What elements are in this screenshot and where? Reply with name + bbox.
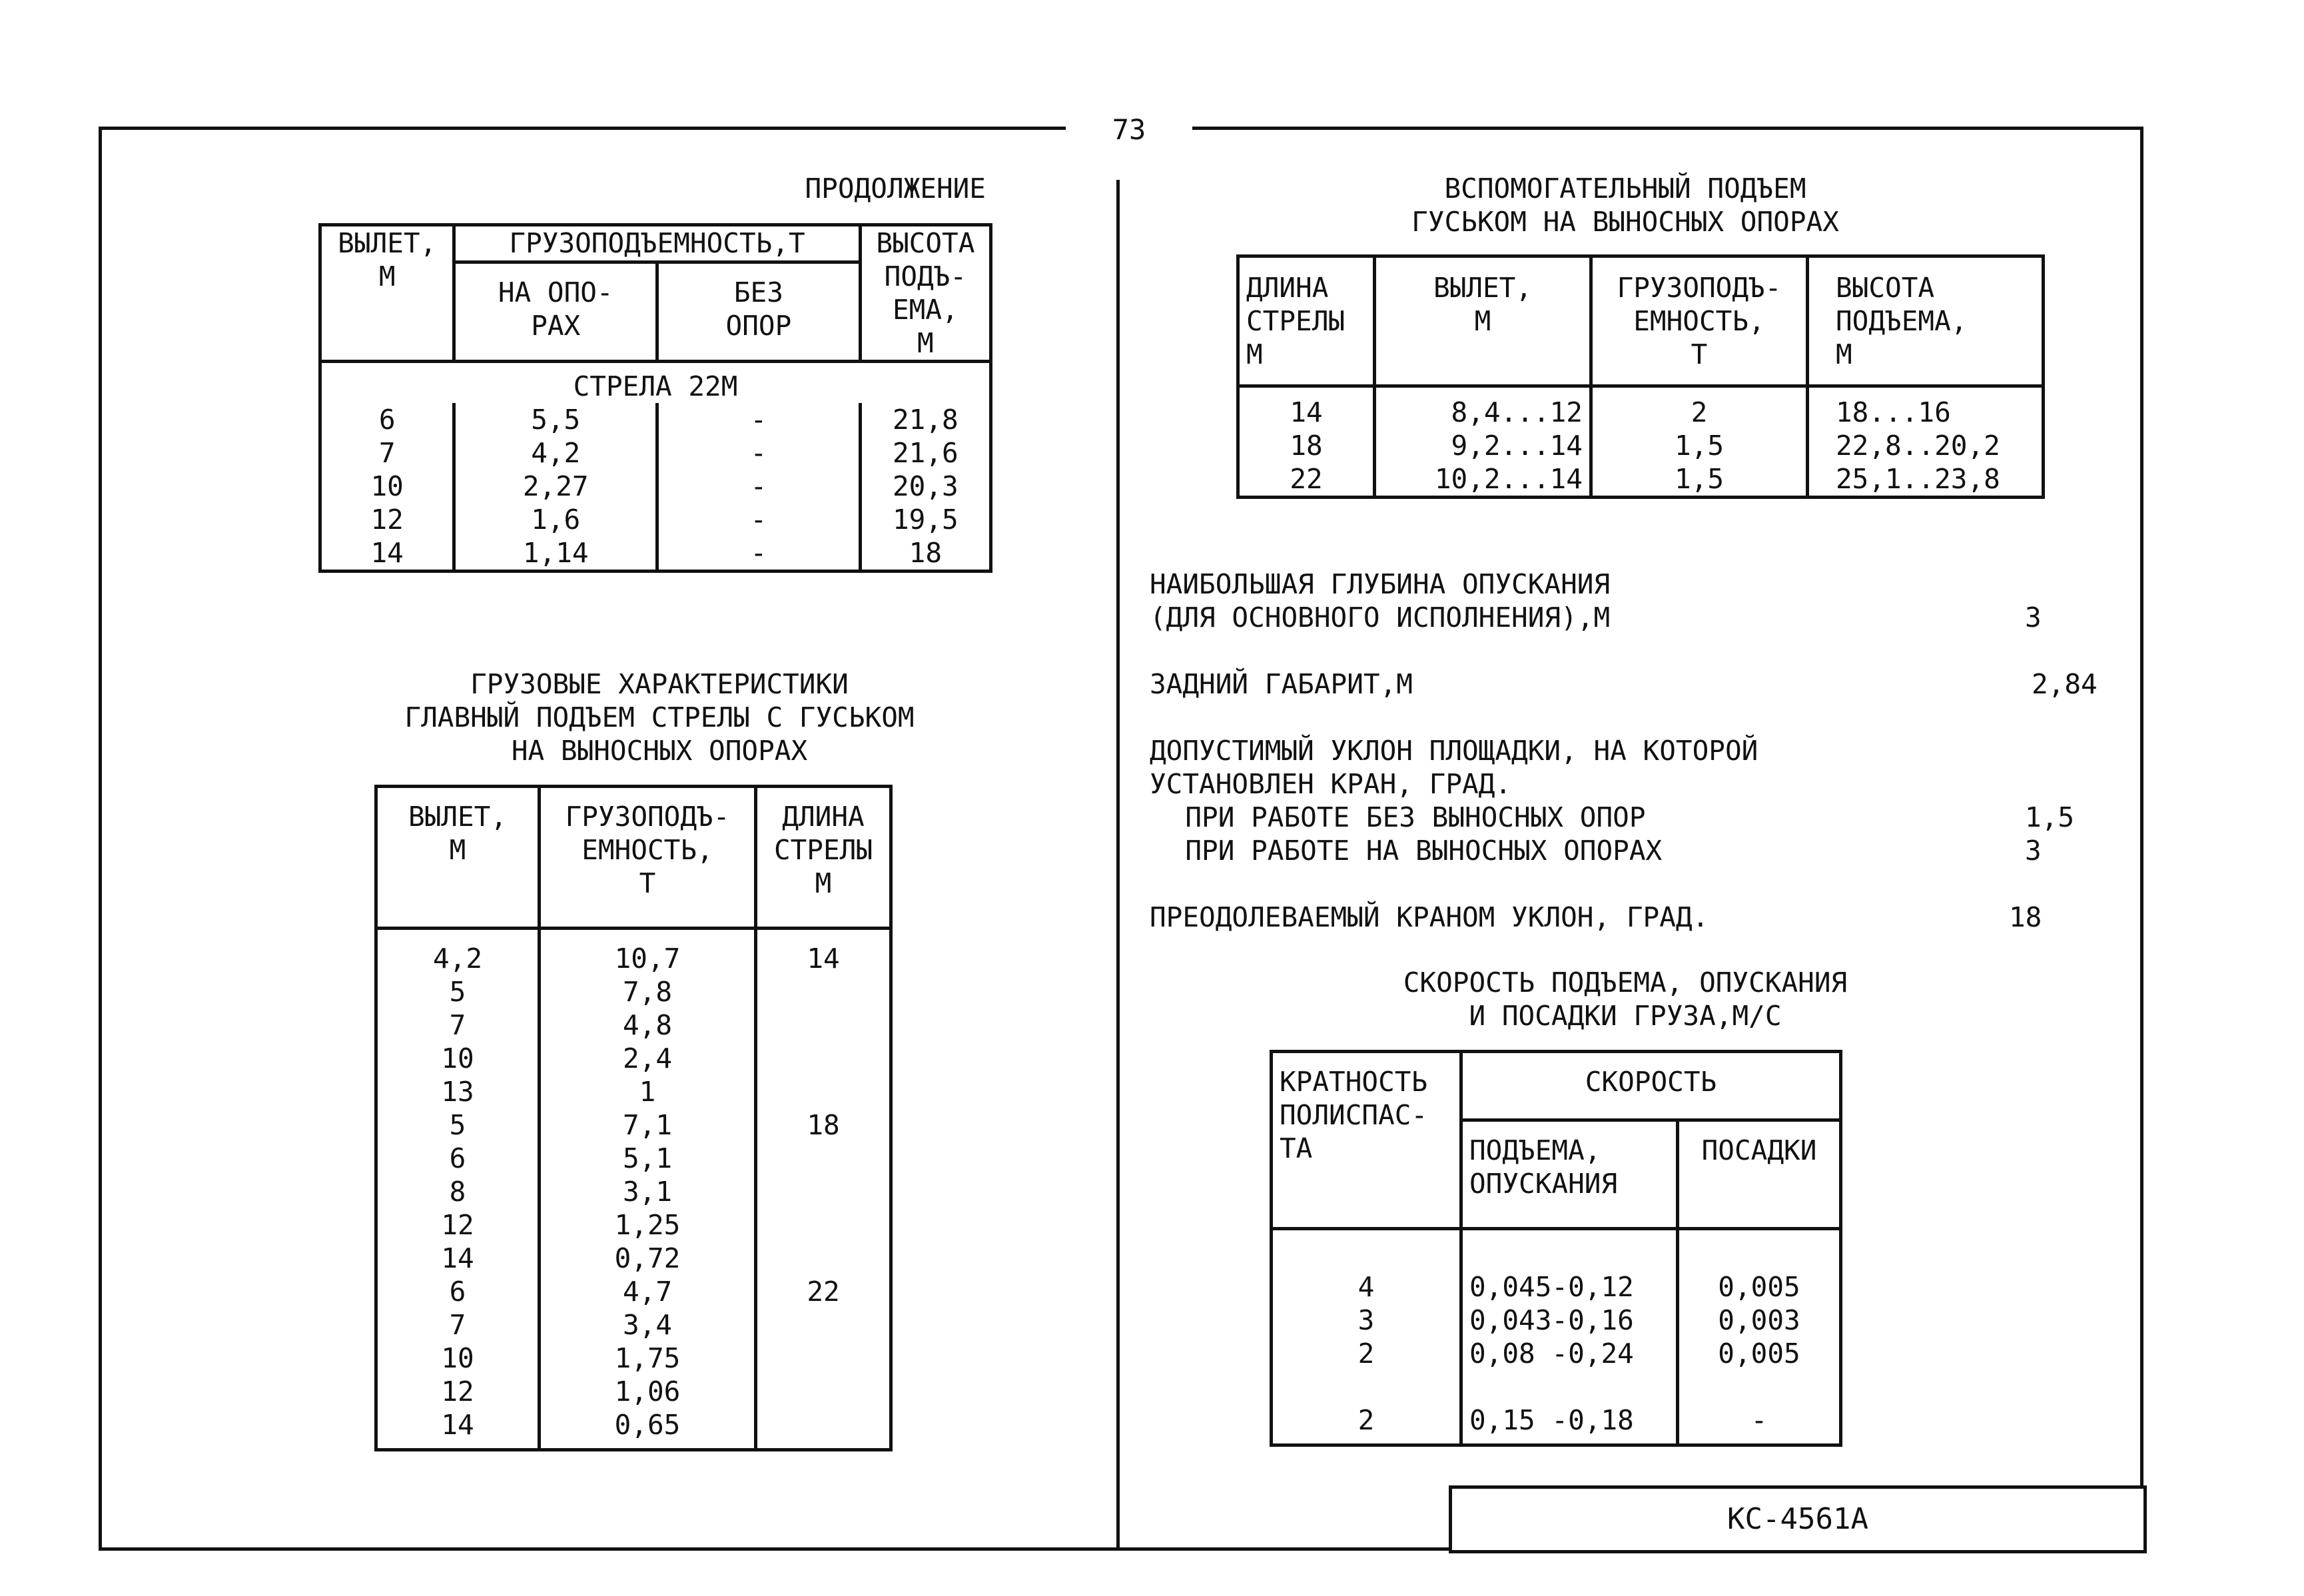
spec-slope-without-outriggers: ПРИ РАБОТЕ БЕЗ ВЫНОСНЫХ ОПОР	[1152, 801, 1646, 833]
center-divider	[1116, 180, 1120, 1551]
column-capacity: 2 1,5 1,5	[1591, 386, 1808, 498]
header-lift-lowering: ПОДЪЕМА, ОПУСКАНИЯ	[1461, 1120, 1678, 1229]
spec-lowering-depth-value: 3	[2025, 601, 2042, 633]
column-reach: 4,2 5 7 10 13 5 6 8 12 14 6 7 10 12 14	[376, 929, 540, 1450]
column-on-outriggers: 5,5 4,2 2,27 1,6 1,14	[454, 403, 657, 572]
continuation-label: ПРОДОЛЖЕНИЕ	[805, 173, 986, 204]
page-number: 73	[1112, 113, 1146, 146]
header-capacity: ГРУЗОПОДЪ- ЕМНОСТЬ, Т	[540, 787, 756, 929]
header-reach: ВЫЛЕТ, М	[376, 787, 540, 929]
speed-heading: СКОРОСТЬ ПОДЪЕМА, ОПУСКАНИЯ И ПОСАДКИ ГРУЗА,М/С	[1403, 967, 1848, 1032]
spec-rear-clearance: ЗАДНИЙ ГАБАРИТ,М	[1150, 668, 1413, 700]
column-capacity: 10,7 7,8 4,8 2,4 1 7,1 5,1 3,1 1,25 0,72 4,7 3,4 1,75 1,06 0,65	[540, 929, 756, 1450]
header-reach: ВЫЛЕТ, М	[1375, 256, 1591, 386]
column-landing-speed: 0,005 0,003 0,005 -	[1678, 1229, 1841, 1445]
column-boom-length: 14 18 22	[756, 929, 891, 1450]
header-reeving: КРАТНОСТЬ ПОЛИСПАС- ТА	[1272, 1052, 1461, 1229]
spec-allowed-slope: ДОПУСТИМЫЙ УКЛОН ПЛОЩАДКИ, НА КОТОРОЙ УСТАНОВЛЕН КРАН, ГРАД.	[1150, 735, 1758, 800]
auxiliary-hoist-heading: ВСПОМОГАТЕЛЬНЫЙ ПОДЪЕМ ГУСЬКОМ НА ВЫНОСНЫХ ОПОРАХ	[1411, 173, 1839, 238]
column-lift-lowering-speed: 0,045-0,12 0,043-0,16 0,08 -0,24 0,15 -0,18	[1461, 1229, 1678, 1445]
header-capacity: ГРУЗОПОДЪ- ЕМНОСТЬ, Т	[1591, 256, 1808, 386]
column-reach: 8,4...12 9,2...14 10,2...14	[1375, 386, 1591, 498]
spec-slope-with-outriggers-value: 3	[2025, 835, 2042, 867]
header-lift-height: ВЫСОТА ПОДЪЕМА, М	[1808, 256, 2044, 386]
header-capacity: ГРУЗОПОДЪЕМНОСТЬ,Т	[454, 225, 860, 262]
column-boom-length: 14 18 22	[1238, 386, 1375, 498]
spec-gradeability: ПРЕОДОЛЕВАЕМЫЙ КРАНОМ УКЛОН, ГРАД.	[1150, 901, 1709, 933]
spec-gradeability-value: 18	[2009, 901, 2042, 933]
column-lift-height: 18...16 22,8..20,2 25,1..23,8	[1808, 386, 2044, 498]
hoist-speed-table	[1270, 1050, 1842, 1447]
header-boom-length: ДЛИНА СТРЕЛЫ М	[756, 787, 891, 929]
header-lift-height: ВЫСОТА ПОДЪ- ЕМА, М	[860, 225, 990, 362]
header-reach: ВЫЛЕТ, М	[320, 225, 454, 362]
spec-slope-with-outriggers: ПРИ РАБОТЕ НА ВЫНОСНЫХ ОПОРАХ	[1152, 835, 1663, 867]
spec-lowering-depth: НАИБОЛЬШАЯ ГЛУБИНА ОПУСКАНИЯ (ДЛЯ ОСНОВНОГО ИСПОЛНЕНИЯ),М	[1150, 568, 1611, 633]
model-stamp: КС-4561А	[1449, 1485, 2147, 1553]
load-characteristics-heading: ГРУЗОВЫЕ ХАРАКТЕРИСТИКИ ГЛАВНЫЙ ПОДЪЕМ СТРЕЛЫ С ГУСЬКОМ НА ВЫНОСНЫХ ОПОРАХ	[404, 668, 915, 767]
header-boom-length: ДЛИНА СТРЕЛЫ М	[1238, 256, 1375, 386]
spec-rear-clearance-value: 2,84	[2032, 668, 2098, 700]
boom-22m-table	[318, 223, 992, 573]
spec-slope-without-outriggers-value: 1,5	[2025, 801, 2075, 833]
column-lift-height: 21,8 21,6 20,3 19,5 18	[860, 403, 990, 572]
auxiliary-hoist-table	[1236, 254, 2045, 499]
column-reeving: 4 3 2 2	[1272, 1229, 1461, 1445]
header-landing: ПОСАДКИ	[1678, 1120, 1841, 1229]
header-speed: СКОРОСТЬ	[1461, 1052, 1841, 1120]
column-without-outriggers: - - - - -	[657, 403, 861, 572]
header-without-outriggers: БЕЗ ОПОР	[657, 262, 861, 362]
column-reach: 6 7 10 12 14	[320, 403, 454, 572]
header-on-outriggers: НА ОПО- РАХ	[454, 262, 657, 362]
section-boom-22m: СТРЕЛА 22М	[320, 362, 991, 404]
main-hoist-jib-table	[374, 785, 893, 1451]
